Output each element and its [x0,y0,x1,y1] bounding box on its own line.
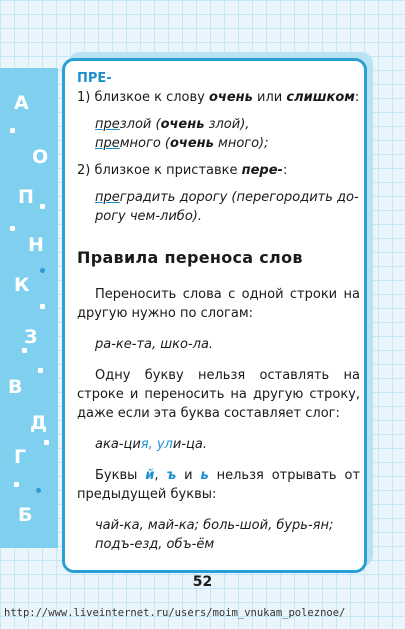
example-line: премного (очень много); [95,136,269,151]
rules-card [62,58,367,573]
sidebar-letter: Н [28,234,44,256]
sidebar-letter: Б [18,504,33,526]
sidebar-letter: К [14,274,30,296]
decor-dot [22,348,27,353]
decor-dot [38,368,43,373]
sidebar-letter: В [8,376,23,398]
paragraph: Буквы й, ъ и ь нельзя отрывать от предыдущей буквы: [77,468,361,502]
page-number: 52 [192,574,213,590]
decor-dot [40,304,45,309]
sidebar-letter: З [24,326,38,348]
sidebar-letter: Г [14,446,27,468]
rule-1: 1) близкое к слову очень или слишком: [77,90,360,105]
section-title: Правила переноса слов [77,248,303,267]
paragraph: Одну букву нельзя оставлять на строке и переносить на другую строку, даже если эта буква составляет слог: [77,368,360,421]
decor-dot [10,128,15,133]
decorative-letter-strip [0,68,58,548]
example-line: презлой (очень злой), [95,117,250,132]
example-line: чай-ка, май-ка; боль-шой, бурь-ян; [95,518,334,533]
prefix-heading: ПРЕ- [77,71,112,86]
example-line: ака-ция, ули-ца. [95,437,207,452]
sidebar-letter: А [14,92,29,114]
example-line: преградить дорогу (перегородить до- [95,190,359,205]
decor-dot [14,482,19,487]
paragraph: Переносить слова с одной строки на другую нужно по слогам: [77,287,360,321]
decor-dot [10,226,15,231]
example-line: рогу чем-либо). [95,209,202,224]
rule-2: 2) близкое к приставке пере-: [77,163,288,178]
example-line: подъ-езд, объ-ём [95,537,215,552]
decor-dot [40,268,45,273]
card-content [77,69,360,554]
sidebar-letter: Д [30,412,47,434]
decor-dot [44,440,49,445]
sidebar-letter: П [18,186,34,208]
decor-dot [40,204,45,209]
decor-dot [36,488,41,493]
sidebar-letter: О [32,146,49,168]
example-line: ра-ке-та, шко-ла. [95,337,214,352]
source-url: http://www.liveinternet.ru/users/moim_vnukam_poleznoe/ [4,607,346,619]
